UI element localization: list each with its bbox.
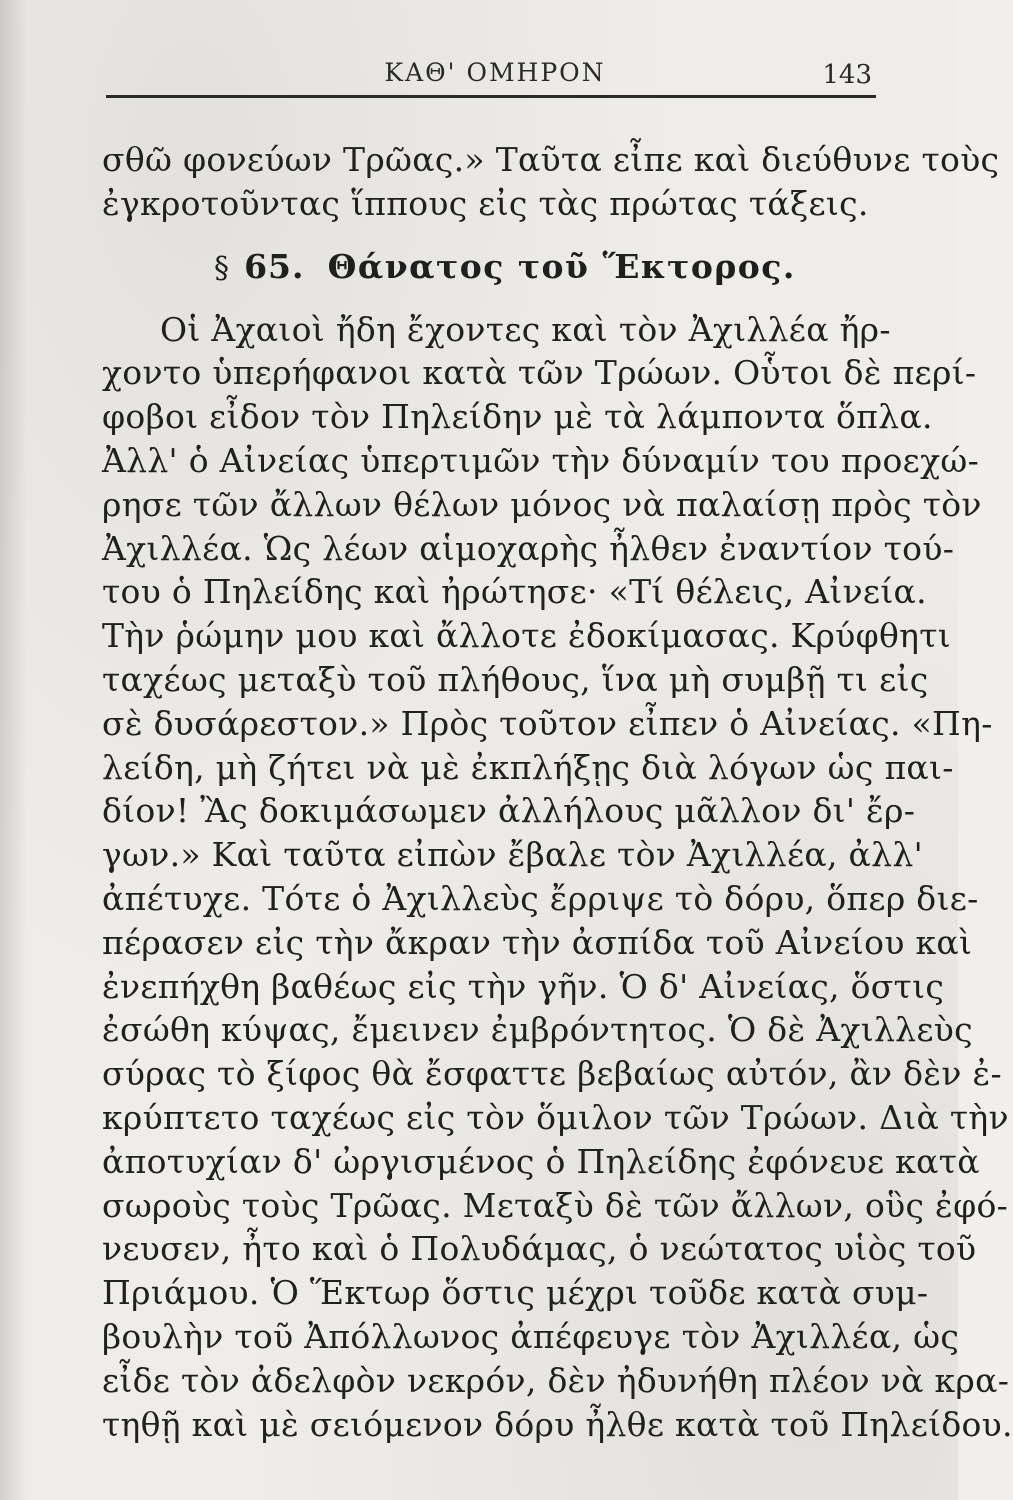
text-line: δίον! Ἂς δοκιμάσωμεν ἀλλήλους μᾶλλον δι' ἔρ- <box>102 791 916 831</box>
header-rule <box>106 95 876 98</box>
text-line: χοντο ὑπερήφανοι κατὰ τῶν Τρώων. Οὗτοι δὲ περί- <box>102 353 977 393</box>
text-line: τηθῇ καὶ μὲ σειόμενον δόρυ ἦλθε κατὰ τοῦ Πηλείδου. <box>102 1404 1013 1444</box>
text-line: εἶδε τὸν ἀδελφὸν νεκρόν, δὲν ἠδυνήθη πλέον νὰ κρα- <box>102 1360 1010 1400</box>
text-line: ταχέως μεταξὺ τοῦ πλήθους, ἵνα μὴ συμβῇ τι εἰς <box>102 659 929 699</box>
text-line: ἀπέτυχε. Τότε ὁ Ἀχιλλεὺς ἔρριψε τὸ δόρυ, ὅπερ διε- <box>102 878 979 918</box>
text-line: ἐνεπήχθη βαθέως εἰς τὴν γῆν. Ὁ δ' Αἰνείας, ὅστις <box>102 966 945 1006</box>
text-line: βουλὴν τοῦ Ἀπόλλωνος ἀπέφευγε τὸν Ἀχιλλέα, ὡς <box>102 1316 960 1356</box>
section-heading <box>102 226 880 308</box>
page-edge-shadow <box>0 0 28 1500</box>
text-line: λείδη, μὴ ζήτει νὰ μὲ ἐκπλήξῃς διὰ λόγων ὡς παι- <box>102 747 954 787</box>
text-line: ἀποτυχίαν δ' ὠργισμένος ὁ Πηλείδης ἐφόνευε κατὰ <box>102 1141 980 1181</box>
text-line: κρύπτετο ταχέως εἰς τὸν ὅμιλον τῶν Τρώων. Διὰ τὴν <box>102 1097 1009 1137</box>
text-line: Πριάμου. Ὁ Ἕκτωρ ὅστις μέχρι τοῦδε κατὰ συμ- <box>102 1273 929 1313</box>
text-line: ρησε τῶν ἄλλων θέλων μόνος νὰ παλαίσῃ πρὸς τὸν <box>102 484 982 524</box>
text-line: ἐσώθη κύψας, ἔμεινεν ἐμβρόντητος. Ὁ δὲ Ἀχιλλεὺς <box>102 1010 973 1050</box>
text-line: Ἀχιλλέα. Ὡς λέων αἱμοχαρὴς ἦλθεν ἐναντίον τού- <box>102 528 955 568</box>
running-title: ΚΑΘ' ΟΜΗΡΟΝ <box>384 58 606 87</box>
text-line: σύρας τὸ ξίφος θὰ ἔσφαττε βεβαίως αὐτόν, ἂν δὲν ἐ- <box>102 1054 1002 1094</box>
text-line: πέρασεν εἰς τὴν ἄκραν τὴν ἀσπίδα τοῦ Αἰνείου καὶ <box>102 922 973 962</box>
text-line: του ὁ Πηλείδης καὶ ἠρώτησε· «Τί θέλεις, Αἰνεία. <box>102 572 927 612</box>
text-line: σωροὺς τοὺς Τρῶας. Μεταξὺ δὲ τῶν ἄλλων, οὓς ἐφό- <box>102 1185 1009 1225</box>
running-head <box>110 52 880 92</box>
section-mark: § <box>214 250 229 286</box>
page-number: 143 <box>822 60 872 90</box>
text-line: ἐγκροτοῦντας ἵππους εἰς τὰς πρώτας τάξεις. <box>102 183 869 223</box>
text-line: νευσεν, ἦτο καὶ ὁ Πολυδάμας, ὁ νεώτατος υἱὸς τοῦ <box>102 1229 977 1269</box>
section-title: Θάνατος τοῦ Ἕκτορος. <box>327 246 796 286</box>
text-line: φοβοι εἶδον τὸν Πηλείδην μὲ τὰ λάμποντα ὅπλα. <box>102 397 933 437</box>
section-number: 65. <box>244 246 305 286</box>
text-line: Ἀλλ' ὁ Αἰνείας ὑπερτιμῶν τὴν δύναμίν του προεχώ- <box>102 440 980 480</box>
text-line: Οἱ Ἀχαιοὶ ἤδη ἔχοντες καὶ τὸν Ἀχιλλέα ἤρ- <box>160 309 891 349</box>
text-line: σθῶ φονεύων Τρῶας.» Ταῦτα εἶπε καὶ διεύθυνε τοὺς <box>102 140 1000 179</box>
text-line: Τὴν ῥώμην μου καὶ ἄλλοτε ἐδοκίμασας. Κρύφθητι <box>102 616 952 656</box>
text-line: σὲ δυσάρεστον.» Πρὸς τοῦτον εἶπεν ὁ Αἰνείας. «Πη- <box>102 703 993 743</box>
text-line: γων.» Καὶ ταῦτα εἰπὼν ἔβαλε τὸν Ἀχιλλέα, ἀλλ' <box>102 835 923 875</box>
body-text <box>102 138 1013 1446</box>
